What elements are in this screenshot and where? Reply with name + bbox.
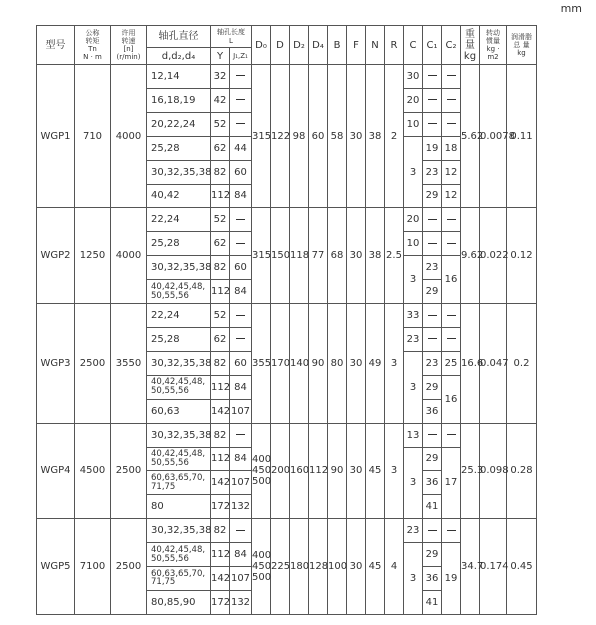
bore-cell: 22,24 [147,208,211,232]
length-y-cell: 172 [211,495,230,519]
grease-cell: 0.28 [507,423,537,519]
length-jz-cell: 60 [230,160,252,184]
header-C1: C₁ [423,26,442,65]
header-bore-sub: d,d₂,d₄ [147,48,211,65]
header-R: R [385,26,404,65]
bore-cell: 22,24 [147,304,211,328]
speed-cell: 4000 [111,65,147,208]
weight-cell: 16.6 [461,304,480,424]
c2-cell: 12 [442,184,461,208]
c-cell: 3 [404,136,423,208]
header-model: 型号 [37,26,75,65]
c2-cell: 16 [442,256,461,304]
length-y-cell: 52 [211,304,230,328]
speed-cell: 3550 [111,304,147,424]
bore-cell: 80,85,90 [147,590,211,614]
r-cell: 2.5 [385,208,404,304]
length-y-cell: 172 [211,590,230,614]
c1-cell [423,88,442,112]
d2-cell: 118 [290,208,309,304]
c1-cell: 36 [423,399,442,423]
torque-cell: 710 [75,65,111,208]
length-y-cell: 62 [211,136,230,160]
c-cell: 10 [404,112,423,136]
inertia-cell: 0.0078 [480,65,507,208]
c2-cell [442,304,461,328]
n-cell: 38 [366,208,385,304]
r-cell: 3 [385,304,404,424]
n-cell: 49 [366,304,385,424]
header-C: C [404,26,423,65]
d2-cell: 160 [290,423,309,519]
length-jz-cell: 60 [230,256,252,280]
length-jz-cell: 107 [230,399,252,423]
r-cell: 2 [385,65,404,208]
c1-cell [423,112,442,136]
model-cell: WGP4 [37,423,75,519]
length-jz-cell [230,112,252,136]
f-cell: 30 [347,65,366,208]
header-weight: 重量 kg [461,26,480,65]
header-speed: 许用 转速 [n] (r/min) [111,26,147,65]
length-y-cell: 82 [211,351,230,375]
header-F: F [347,26,366,65]
bore-cell: 40,42,45,48, 50,55,56 [147,375,211,399]
header-C2: C₂ [442,26,461,65]
c1-cell: 19 [423,136,442,160]
bore-cell: 60,63,65,70, 71,75 [147,471,211,495]
torque-cell: 7100 [75,519,111,615]
c1-cell [423,519,442,543]
d0-cell: 355 [252,304,271,424]
c2-cell [442,423,461,447]
bore-cell: 30,32,35,38 [147,256,211,280]
d-cell: 122 [271,65,290,208]
c1-cell [423,327,442,351]
c-cell: 30 [404,65,423,89]
length-y-cell: 142 [211,567,230,591]
table-row [37,208,586,232]
c2-cell [442,65,461,89]
bore-cell: 40,42 [147,184,211,208]
bore-cell: 60,63,65,70, 71,75 [147,567,211,591]
header-D4: D₄ [309,26,328,65]
bore-cell: 40,42,45,48, 50,55,56 [147,543,211,567]
c2-cell: 19 [442,543,461,615]
torque-cell: 2500 [75,304,111,424]
n-cell: 45 [366,423,385,519]
length-y-cell: 82 [211,160,230,184]
c-cell: 3 [404,543,423,615]
c2-cell: 18 [442,136,461,160]
length-jz-cell: 44 [230,136,252,160]
c1-cell [423,208,442,232]
length-jz-cell [230,88,252,112]
bore-cell: 20,22,24 [147,112,211,136]
length-jz-cell: 84 [230,543,252,567]
length-jz-cell: 60 [230,351,252,375]
length-jz-cell [230,232,252,256]
c1-cell: 29 [423,543,442,567]
length-jz-cell: 84 [230,184,252,208]
length-jz-cell [230,423,252,447]
header-D: D [271,26,290,65]
length-y-cell: 62 [211,232,230,256]
model-cell: WGP1 [37,65,75,208]
length-jz-cell [230,327,252,351]
c1-cell: 41 [423,495,442,519]
n-cell: 45 [366,519,385,615]
length-y-cell: 52 [211,208,230,232]
c2-cell [442,88,461,112]
c2-cell: 17 [442,447,461,519]
b-cell: 90 [328,423,347,519]
length-y-cell: 112 [211,543,230,567]
f-cell: 30 [347,423,366,519]
c1-cell: 23 [423,256,442,280]
c1-cell: 29 [423,280,442,304]
grease-cell: 0.45 [507,519,537,615]
d0-cell: 400 450 500 [252,519,271,615]
n-cell: 38 [366,65,385,208]
c-cell: 20 [404,88,423,112]
c-cell: 23 [404,327,423,351]
c1-cell: 36 [423,567,442,591]
b-cell: 58 [328,65,347,208]
grease-cell: 0.2 [507,304,537,424]
f-cell: 30 [347,519,366,615]
header-length: 轴孔长度 L [211,26,252,48]
f-cell: 30 [347,208,366,304]
d-cell: 225 [271,519,290,615]
d4-cell: 60 [309,65,328,208]
b-cell: 100 [328,519,347,615]
header-length-y: Y [211,48,230,65]
length-y-cell: 82 [211,423,230,447]
torque-cell: 1250 [75,208,111,304]
c-cell: 23 [404,519,423,543]
c-cell: 3 [404,351,423,423]
bore-cell: 16,18,19 [147,88,211,112]
length-y-cell: 112 [211,447,230,471]
d4-cell: 112 [309,423,328,519]
bore-cell: 30,32,35,38 [147,351,211,375]
c1-cell: 29 [423,184,442,208]
table-row [37,65,586,89]
r-cell: 4 [385,519,404,615]
c1-cell: 23 [423,351,442,375]
coupling-spec-table [36,25,586,615]
model-cell: WGP3 [37,304,75,424]
c1-cell: 23 [423,160,442,184]
c2-cell [442,232,461,256]
bore-cell: 25,28 [147,327,211,351]
bore-cell: 30,32,35,38 [147,160,211,184]
d-cell: 150 [271,208,290,304]
length-jz-cell: 107 [230,471,252,495]
grease-cell: 0.12 [507,208,537,304]
bore-cell: 80 [147,495,211,519]
c1-cell: 29 [423,447,442,471]
length-jz-cell [230,208,252,232]
c1-cell [423,423,442,447]
b-cell: 68 [328,208,347,304]
c2-cell [442,208,461,232]
bore-cell: 40,42,45,48, 50,55,56 [147,280,211,304]
length-jz-cell: 107 [230,567,252,591]
b-cell: 80 [328,304,347,424]
c-cell: 10 [404,232,423,256]
c1-cell [423,65,442,89]
d0-cell: 315 [252,208,271,304]
c-cell: 3 [404,447,423,519]
length-jz-cell [230,519,252,543]
grease-cell: 0.11 [507,65,537,208]
length-y-cell: 62 [211,327,230,351]
f-cell: 30 [347,304,366,424]
d2-cell: 140 [290,304,309,424]
c-cell: 3 [404,256,423,304]
length-jz-cell: 84 [230,447,252,471]
c1-cell: 36 [423,471,442,495]
length-jz-cell: 84 [230,375,252,399]
length-jz-cell: 84 [230,280,252,304]
speed-cell: 4000 [111,208,147,304]
speed-cell: 2500 [111,423,147,519]
c2-cell [442,327,461,351]
header-grease: 润滑脂 总 量 kg [507,26,537,65]
length-y-cell: 42 [211,88,230,112]
c2-cell: 16 [442,375,461,423]
bore-cell: 25,28 [147,136,211,160]
d0-cell: 315 [252,65,271,208]
model-cell: WGP2 [37,208,75,304]
model-cell: WGP5 [37,519,75,615]
header-N: N [366,26,385,65]
c1-cell: 41 [423,590,442,614]
d4-cell: 128 [309,519,328,615]
length-jz-cell: 132 [230,590,252,614]
header-torque: 公称 转矩 Tn N · m [75,26,111,65]
unit-label: mm [560,2,582,15]
torque-cell: 4500 [75,423,111,519]
c1-cell: 29 [423,375,442,399]
weight-cell: 25.3 [461,423,480,519]
length-jz-cell: 132 [230,495,252,519]
inertia-cell: 0.022 [480,208,507,304]
d2-cell: 180 [290,519,309,615]
table-row [37,519,586,543]
length-jz-cell [230,65,252,89]
c2-cell [442,519,461,543]
weight-cell: 9.62 [461,208,480,304]
length-y-cell: 82 [211,256,230,280]
speed-cell: 2500 [111,519,147,615]
r-cell: 3 [385,423,404,519]
bore-cell: 25,28 [147,232,211,256]
length-y-cell: 112 [211,184,230,208]
header-D2: D₂ [290,26,309,65]
header-length-jz: J₁,Z₁ [230,48,252,65]
header-inertia: 转动 惯量 kg · m2 [480,26,507,65]
bore-cell: 30,32,35,38 [147,423,211,447]
weight-cell: 34.7 [461,519,480,615]
d0-cell: 400 450 500 [252,423,271,519]
table-row [37,423,586,447]
bore-cell: 12,14 [147,65,211,89]
header-bore: 轴孔直径 [147,26,211,48]
inertia-cell: 0.047 [480,304,507,424]
c2-cell [442,112,461,136]
length-jz-cell [230,304,252,328]
length-y-cell: 82 [211,519,230,543]
d4-cell: 90 [309,304,328,424]
header-D0: D₀ [252,26,271,65]
weight-cell: 5.62 [461,65,480,208]
d-cell: 200 [271,423,290,519]
length-y-cell: 112 [211,280,230,304]
header-row-1 [37,26,586,48]
d2-cell: 98 [290,65,309,208]
bore-cell: 60,63 [147,399,211,423]
header-B: B [328,26,347,65]
c2-cell: 25 [442,351,461,375]
c1-cell [423,232,442,256]
length-y-cell: 112 [211,375,230,399]
c1-cell [423,304,442,328]
d-cell: 170 [271,304,290,424]
bore-cell: 30,32,35,38 [147,519,211,543]
table-body [37,65,586,615]
bore-cell: 40,42,45,48, 50,55,56 [147,447,211,471]
c-cell: 20 [404,208,423,232]
table-row [37,304,586,328]
inertia-cell: 0.098 [480,423,507,519]
length-y-cell: 142 [211,399,230,423]
c-cell: 13 [404,423,423,447]
length-y-cell: 142 [211,471,230,495]
inertia-cell: 0.174 [480,519,507,615]
d4-cell: 77 [309,208,328,304]
length-y-cell: 52 [211,112,230,136]
c2-cell: 12 [442,160,461,184]
length-y-cell: 32 [211,65,230,89]
c-cell: 33 [404,304,423,328]
